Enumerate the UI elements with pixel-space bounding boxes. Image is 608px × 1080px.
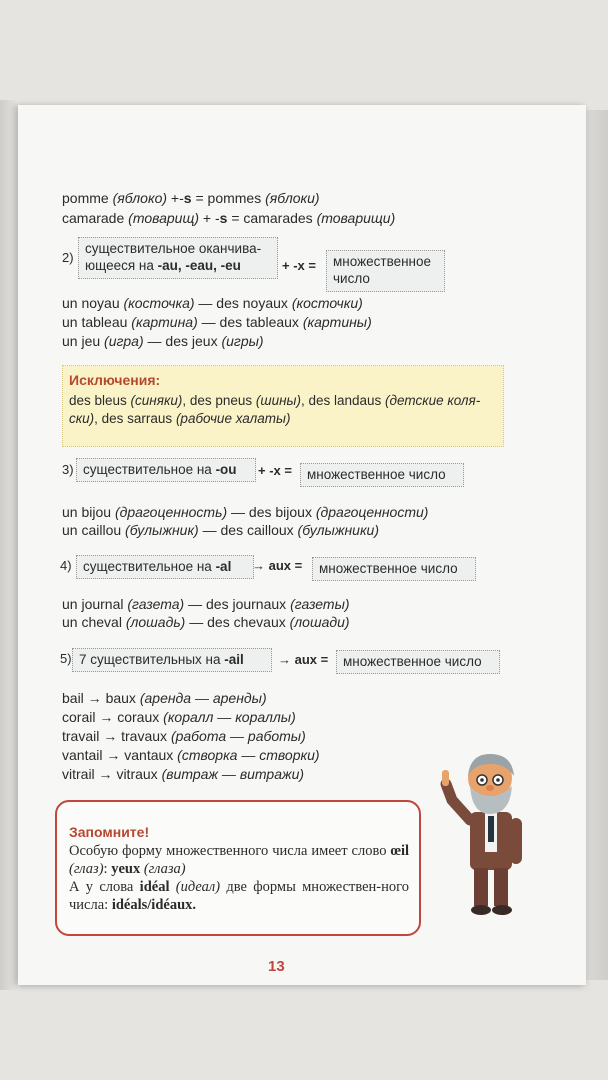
rule-operator: + -x = bbox=[258, 463, 292, 478]
rule-operator: → aux = bbox=[252, 558, 303, 573]
rule-operator: → aux = bbox=[278, 652, 329, 667]
rule-condition-box: существительное на -ou bbox=[76, 458, 256, 482]
example-cheval: un cheval (лошадь) — des chevaux (лошади) bbox=[62, 614, 350, 630]
remember-title: Запомните! bbox=[69, 824, 150, 840]
rule-operator: + -x = bbox=[282, 258, 316, 273]
exceptions-title: Исключения: bbox=[69, 372, 161, 388]
example-pomme: pomme (яблоко) +-s = pommes (яблоки) bbox=[62, 190, 320, 206]
example-travail: travail → travaux (работа — работы) bbox=[62, 728, 306, 744]
example-bail: bail → baux (аренда — аренды) bbox=[62, 690, 267, 706]
example-tableau: un tableau (картина) — des tableaux (картины) bbox=[62, 314, 372, 330]
rule-number: 2) bbox=[62, 250, 74, 265]
rule-result-box: множественное число bbox=[336, 650, 500, 674]
book-spine bbox=[0, 100, 20, 990]
example-jeu: un jeu (игра) — des jeux (игры) bbox=[62, 333, 264, 349]
page-number: 13 bbox=[268, 958, 285, 975]
rule-condition-box: 7 существительных на -ail bbox=[72, 648, 272, 672]
example-vitrail: vitrail → vitraux (витраж — витражи) bbox=[62, 766, 305, 782]
rule-result-box: множественное число bbox=[326, 250, 445, 292]
remember-callout bbox=[55, 800, 421, 936]
example-noyau: un noyau (косточка) — des noyaux (косточки) bbox=[62, 295, 363, 311]
rule-number: 3) bbox=[62, 462, 74, 477]
professor-illustration bbox=[430, 740, 540, 920]
example-bijou: un bijou (драгоценность) — des bijoux (драгоценности) bbox=[62, 504, 429, 520]
example-corail: corail → coraux (коралл — кораллы) bbox=[62, 709, 296, 725]
rule-condition-box: существительное на -al bbox=[76, 555, 254, 579]
exceptions-text: des bleus (синяки), des pneus (шины), des landaus (детские коля- ски), des sarraus (рабочие халаты) bbox=[69, 393, 481, 426]
rule-number: 5) bbox=[60, 651, 72, 666]
rule-condition-box: существительное оканчива- ющееся на -au, -eau, -eu bbox=[78, 237, 278, 279]
rule-result-box: множественное число bbox=[312, 557, 476, 581]
example-vantail: vantail → vantaux (створка — створки) bbox=[62, 747, 320, 763]
page-edge bbox=[586, 110, 608, 980]
example-camarade: camarade (товарищ) + -s = camarades (товарищи) bbox=[62, 210, 396, 226]
example-caillou: un caillou (булыжник) — des cailloux (булыжники) bbox=[62, 522, 379, 538]
exceptions-box bbox=[62, 365, 504, 447]
rule-result-box: множественное число bbox=[300, 463, 464, 487]
example-journal: un journal (газета) — des journaux (газеты) bbox=[62, 596, 350, 612]
remember-text: Особую форму множественного числа имеет слово œil (глаз): yeux (глаза) А у слова idéal (идеал) две формы множествен-ного числа: idéals/idéaux. bbox=[69, 843, 409, 913]
rule-number: 4) bbox=[60, 558, 72, 573]
